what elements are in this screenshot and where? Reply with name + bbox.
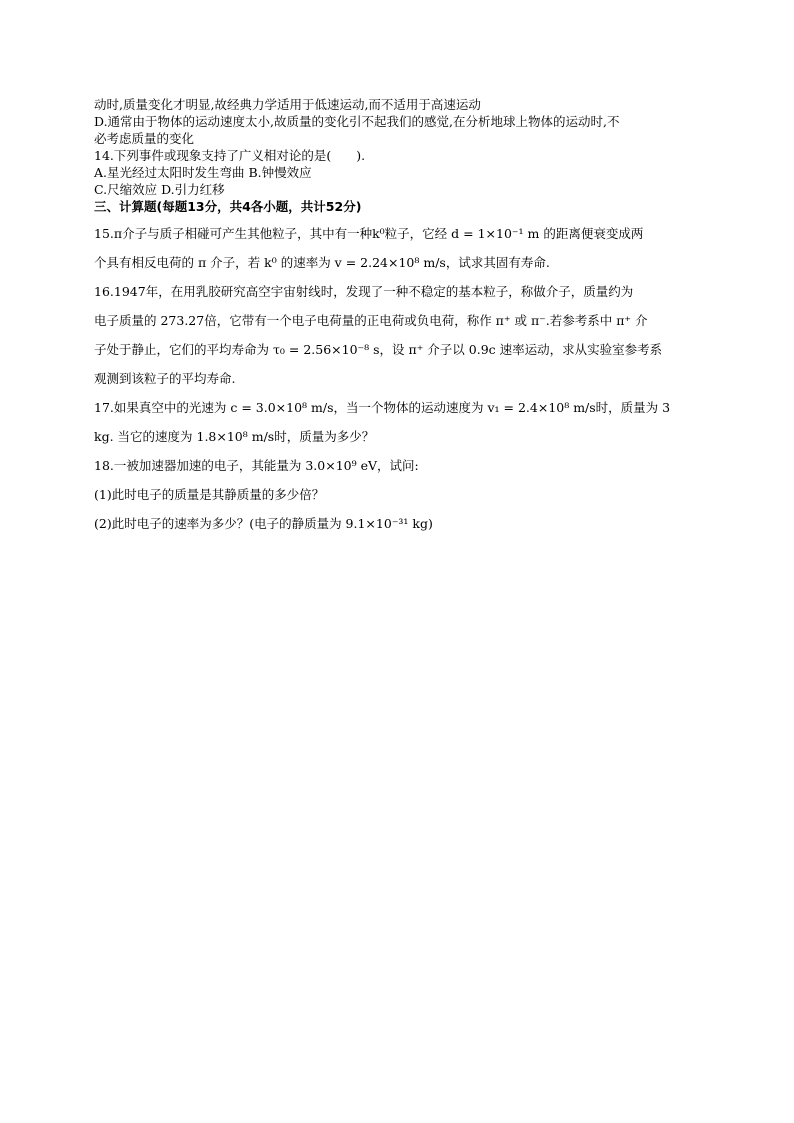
question-15-line-1: 15.π介子与质子相碰可产生其他粒子，其中有一种k⁰粒子，它经 d = 1×10⁻¹ m 的距离便衰变成两 — [94, 226, 644, 241]
options-row-cd — [94, 181, 704, 198]
option-a: A.星光经过太阳时发生弯曲 — [94, 165, 245, 180]
question-16-line-2: 电子质量的 273.27倍，它带有一个电子电荷量的正电荷或负电荷，称作 π⁺ 或 π⁻.若参考系中 π⁺ 介 — [94, 313, 648, 328]
question-17-line-1: 17.如果真空中的光速为 c = 3.0×10⁸ m/s，当一个物体的运动速度为 v₁ = 2.4×10⁸ m/s时，质量为 3 — [94, 400, 671, 415]
question-16-line-1: 16.1947年，在用乳胶研究高空宇宙射线时，发现了一种不稳定的基本粒子，称做介子，质量约为 — [94, 284, 634, 299]
question-17-line-2: kg. 当它的速度为 1.8×10⁸ m/s时，质量为多少？ — [94, 429, 375, 444]
question-14-stem: 14.下列事件或现象支持了广义相对论的是( ). — [94, 148, 366, 163]
option-b: B.钟慢效应 — [248, 165, 312, 180]
option-d: D.引力红移 — [161, 182, 225, 197]
document-page — [94, 96, 704, 532]
option-d-line-2: 必考虑质量的变化 — [94, 131, 195, 146]
question-16-line-4: 观测到该粒子的平均寿命. — [94, 371, 236, 386]
option-d-line-1: D.通常由于物体的运动速度太小,故质量的变化引不起我们的感觉,在分析地球上物体的运动时,不 — [94, 114, 620, 129]
question-14 — [94, 147, 704, 198]
section-3-title: 三、计算题(每题13分，共4各小题，共计52分) — [94, 199, 362, 214]
question-15-line-2: 个具有相反电荷的 π 介子，若 k⁰ 的速率为 v = 2.24×10⁸ m/s，试求其固有寿命. — [94, 255, 550, 270]
question-18-stem: 18.一被加速器加速的电子，其能量为 3.0×10⁹ eV，试问: — [94, 458, 419, 473]
question-16 — [94, 283, 704, 387]
question-17 — [94, 399, 704, 445]
question-16-line-3: 子处于静止，它们的平均寿命为 τ₀ = 2.56×10⁻⁸ s，设 π⁺ 介子以 0.9c 速率运动，求从实验室参考系 — [94, 342, 663, 357]
text-line: 动时,质量变化才明显,故经典力学适用于低速运动,而不适用于高速运动 — [94, 97, 481, 112]
question-18-part-1: (1)此时电子的质量是其静质量的多少倍？ — [94, 487, 325, 502]
option-c: C.尺缩效应 — [94, 182, 158, 197]
question-13-continuation — [94, 96, 704, 147]
question-18 — [94, 457, 704, 532]
options-row-ab — [94, 164, 704, 181]
question-15 — [94, 225, 704, 271]
question-18-part-2: (2)此时电子的速率为多少？(电子的静质量为 9.1×10⁻³¹ kg) — [94, 516, 433, 531]
